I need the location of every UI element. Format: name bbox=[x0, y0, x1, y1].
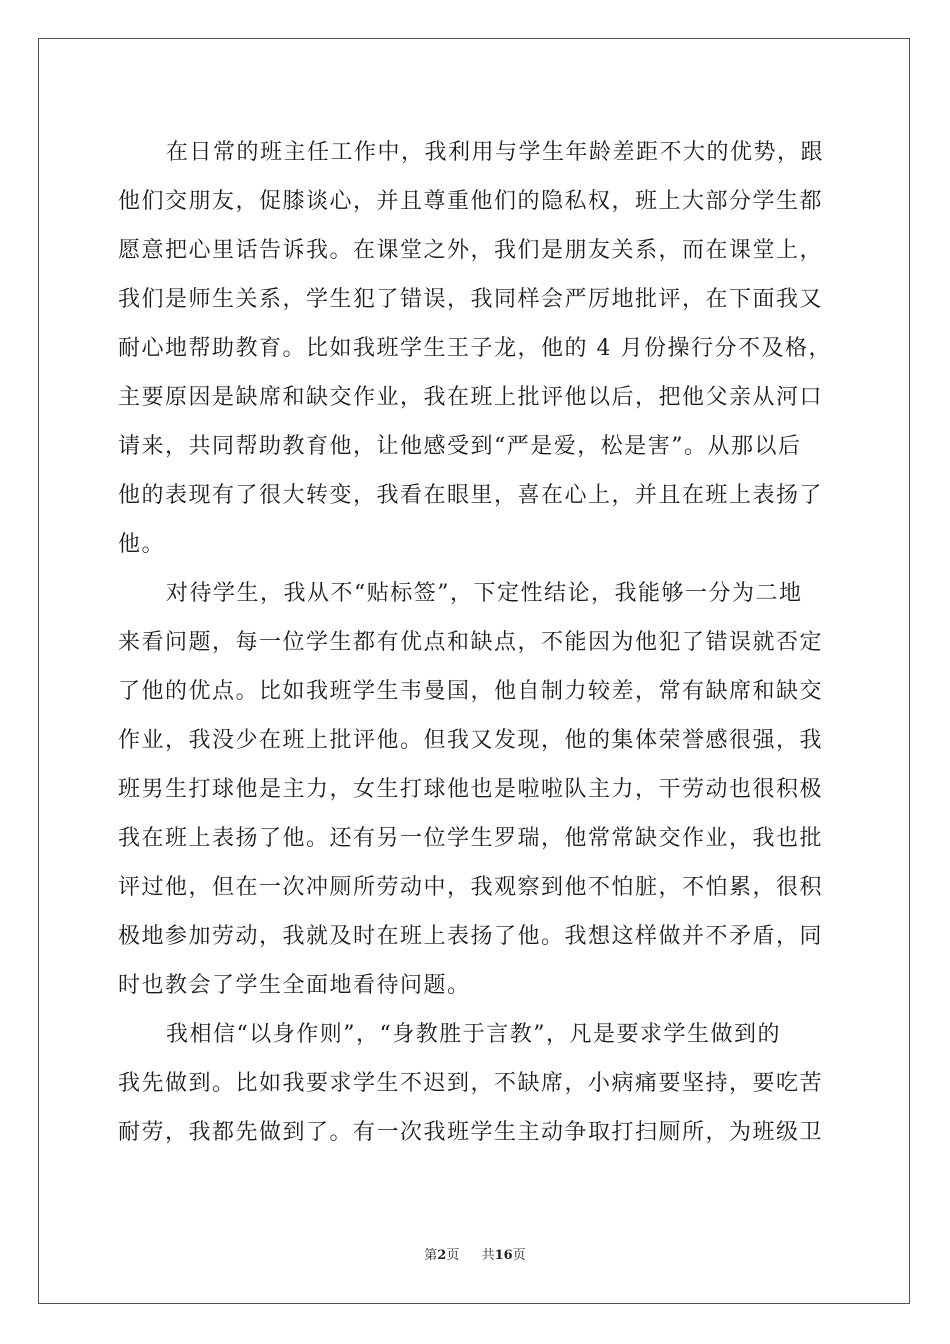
page-suffix: 页 bbox=[446, 1248, 460, 1263]
paragraph-3-line-2: 我先做到。比如我要求学生不迟到，不缺席，小病痛要坚持，要吃苦 bbox=[118, 1071, 824, 1096]
paragraph-1-line-1: 在日常的班主任工作中，我利用与学生年龄差距不大的优势，跟 bbox=[166, 140, 825, 165]
paragraph-3-line-3: 耐劳，我都先做到了。有一次我班学生主动争取打扫厕所，为班级卫 bbox=[118, 1120, 824, 1145]
paragraph-2-line-9: 时也教会了学生全面地看待问题。 bbox=[118, 973, 471, 998]
paragraph-1-line-5: 耐心地帮助教育。比如我班学生王子龙，他的 4 月份操行分不及格， bbox=[118, 336, 832, 361]
paragraph-2-line-3: 了他的优点。比如我班学生韦曼国，他自制力较差，常有缺席和缺交 bbox=[118, 679, 824, 704]
paragraph-2-line-5: 班男生打球他是主力，女生打球他也是啦啦队主力，干劳动也很积极 bbox=[118, 777, 824, 802]
page-footer bbox=[0, 1244, 950, 1263]
paragraph-1-line-3: 愿意把心里话告诉我。在课堂之外，我们是朋友关系，而在课堂上， bbox=[118, 238, 824, 263]
paragraph-2-line-8: 极地参加劳动，我就及时在班上表扬了他。我想这样做并不矛盾，同 bbox=[118, 924, 824, 949]
paragraph-2-line-7: 评过他，但在一次冲厕所劳动中，我观察到他不怕脏，不怕累，很积 bbox=[118, 875, 824, 900]
paragraph-2-line-4: 作业，我没少在班上批评他。但我又发现，他的集体荣誉感很强，我 bbox=[118, 728, 824, 753]
paragraph-2-line-6: 我在班上表扬了他。还有另一位学生罗瑞，他常常缺交作业，我也批 bbox=[118, 826, 824, 851]
paragraph-2-line-2: 来看问题，每一位学生都有优点和缺点，不能因为他犯了错误就否定 bbox=[118, 630, 824, 655]
page-number-label bbox=[424, 1248, 463, 1263]
paragraph-1-line-8: 他的表现有了很大转变，我看在眼里，喜在心上，并且在班上表扬了 bbox=[118, 483, 824, 508]
paragraph-1-line-2: 他们交朋友，促膝谈心，并且尊重他们的隐私权，班上大部分学生都 bbox=[118, 189, 824, 214]
document-body bbox=[118, 128, 838, 1157]
paragraph-3-line-1: 我相信“以身作则”，“身教胜于言教”，凡是要求学生做到的 bbox=[166, 1022, 781, 1047]
page-current: 2 bbox=[437, 1248, 447, 1263]
paragraph-1-line-4: 我们是师生关系，学生犯了错误，我同样会严厉地批评，在下面我又 bbox=[118, 287, 824, 312]
total-prefix: 共 bbox=[481, 1248, 495, 1263]
paragraph-1-line-7: 请来，共同帮助教育他，让他感受到“严是爱，松是害”。从那以后 bbox=[118, 434, 802, 459]
total-suffix: 页 bbox=[512, 1248, 526, 1263]
paragraph-1-line-6: 主要原因是缺席和缺交作业，我在班上批评他以后，把他父亲从河口 bbox=[118, 385, 824, 410]
page-total: 16 bbox=[494, 1248, 513, 1263]
paragraph-2-line-1: 对待学生，我从不“贴标签”，下定性结论，我能够一分为二地 bbox=[166, 581, 803, 606]
page-total-label bbox=[482, 1248, 526, 1263]
page-prefix: 第 bbox=[424, 1248, 438, 1263]
paragraph-1-line-9: 他。 bbox=[118, 532, 166, 557]
